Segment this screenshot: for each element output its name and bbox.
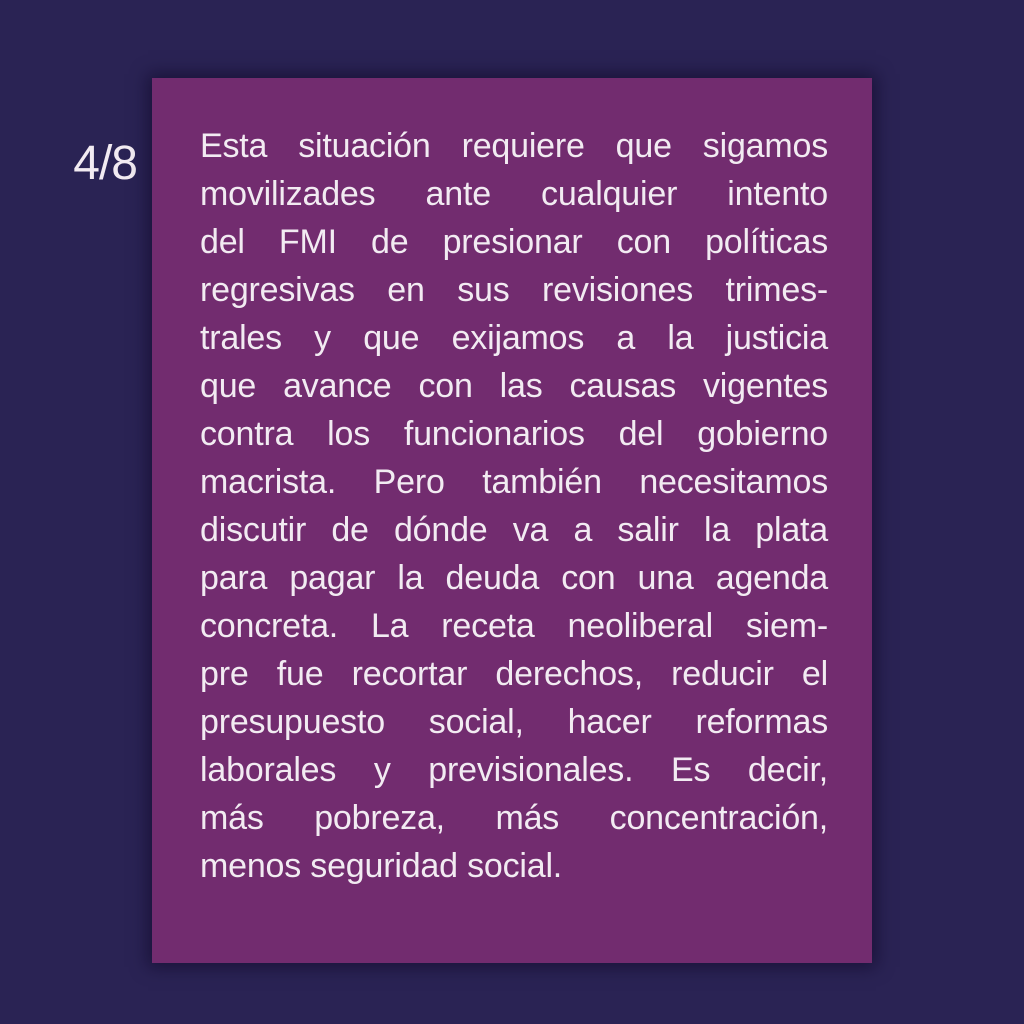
text-line: que avance con las causas vigentes: [200, 367, 828, 405]
text-line: más pobreza, más concentración,: [200, 799, 828, 837]
text-line: pre fue recortar derechos, reducir el: [200, 655, 828, 693]
text-line: del FMI de presionar con políticas: [200, 223, 828, 261]
text-line: laborales y previsionales. Es decir,: [200, 751, 828, 789]
text-line: movilizades ante cualquier intento: [200, 175, 828, 213]
text-line: discutir de dónde va a salir la plata: [200, 511, 828, 549]
text-card: [152, 78, 872, 963]
text-line: trales y que exijamos a la justicia: [200, 319, 828, 357]
text-line: regresivas en sus revisiones trimes-: [200, 271, 828, 309]
text-line: contra los funcionarios del gobierno: [200, 415, 828, 453]
text-line: concreta. La receta neoliberal siem-: [200, 607, 828, 645]
text-line: para pagar la deuda con una agenda: [200, 559, 828, 597]
page-indicator: 4/8: [73, 137, 137, 190]
text-line: presupuesto social, hacer reformas: [200, 703, 828, 741]
text-line: Esta situación requiere que sigamos: [200, 127, 828, 165]
text-line: menos seguridad social.: [200, 847, 563, 885]
text-line: macrista. Pero también necesitamos: [200, 463, 828, 501]
